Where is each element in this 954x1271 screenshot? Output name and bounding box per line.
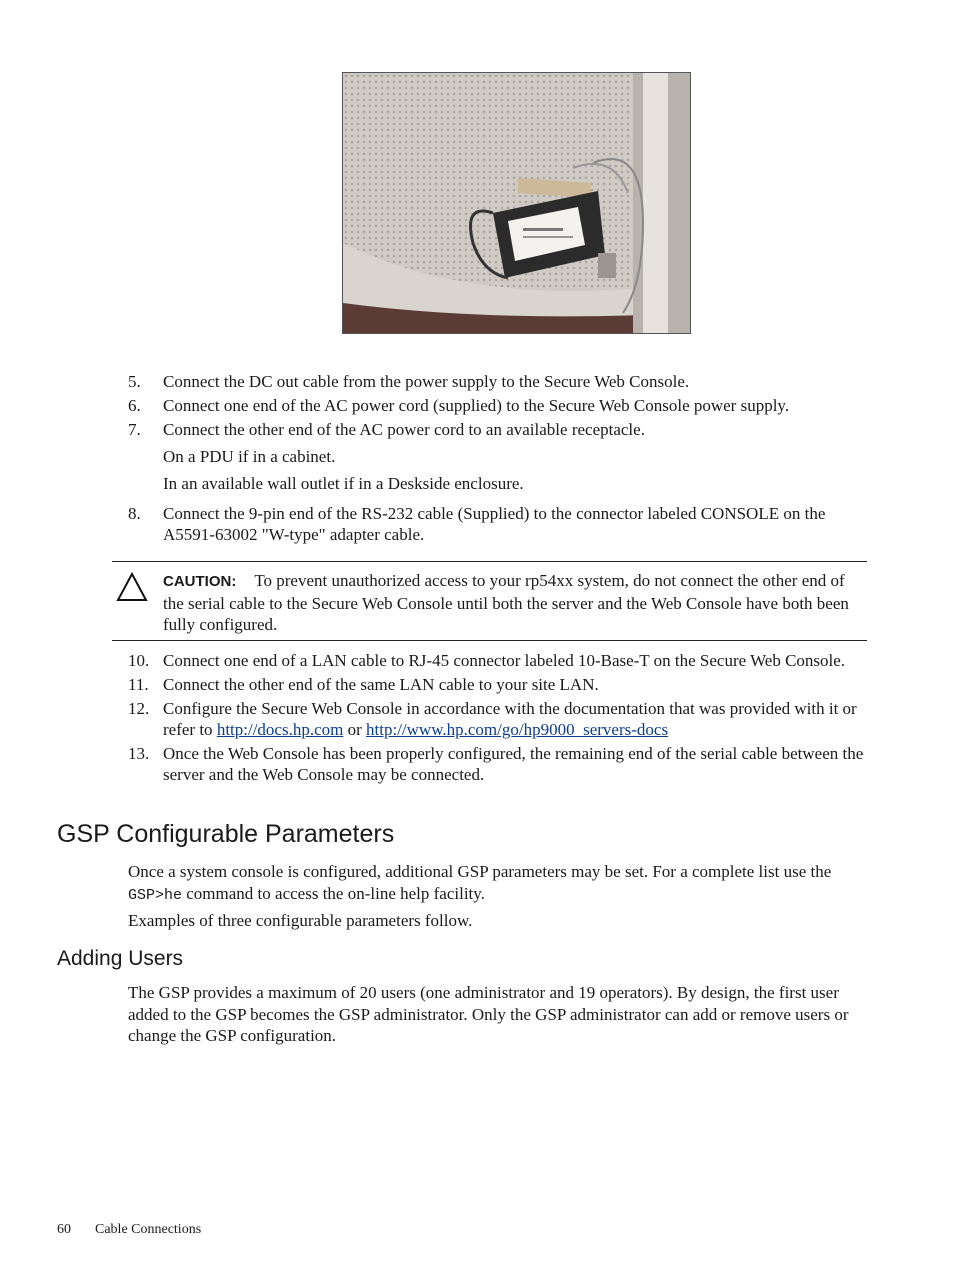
list-item <box>128 503 868 545</box>
step-number: 13. <box>128 744 150 763</box>
list-item <box>128 698 868 740</box>
step-sub-text: On a PDU if in a cabinet. <box>163 447 336 466</box>
step-number: 10. <box>128 651 150 670</box>
caution-box <box>112 561 867 641</box>
caution-label: CAUTION: <box>163 573 237 590</box>
section-paragraph: Examples of three configurable parameters follow. <box>128 911 473 930</box>
page-footer <box>57 1222 201 1238</box>
step-number: 8. <box>128 504 141 523</box>
step-text: or <box>343 720 367 739</box>
list-item <box>128 395 868 416</box>
step-text: Connect one end of the AC power cord (supplied) to the Secure Web Console power supply. <box>163 396 790 415</box>
step-number: 6. <box>128 396 141 415</box>
web-console-photo <box>342 72 691 334</box>
paragraph-text: command to access the on-line help facility. <box>182 883 485 903</box>
docs-link[interactable]: http://docs.hp.com <box>216 720 344 739</box>
step-text: Connect the other end of the same LAN cable to your site LAN. <box>163 675 599 694</box>
list-item <box>128 419 868 494</box>
step-text: Connect the other end of the AC power cord to an available receptacle. <box>163 420 645 439</box>
list-item <box>128 674 868 695</box>
subsection-heading: Adding Users <box>57 947 184 970</box>
step-text: Connect one end of a LAN cable to RJ-45 connector labeled 10-Base-T on the Secure Web Console. <box>163 651 846 670</box>
step-number: 7. <box>128 420 141 439</box>
chapter-title: Cable Connections <box>95 1222 202 1237</box>
step-text: Connect the DC out cable from the power supply to the Secure Web Console. <box>163 372 690 391</box>
caution-body: To prevent unauthorized access to your rp54xx system, do not connect the other end of the serial cable to the Secure Web Console until both the server and the Web Console have both been fully configured. <box>163 571 849 634</box>
list-item <box>128 743 868 785</box>
steps-list-a <box>128 371 868 548</box>
section-paragraph <box>128 861 870 906</box>
warning-triangle-icon <box>116 572 148 602</box>
step-sub-text: In an available wall outlet if in a Deskside enclosure. <box>163 474 524 493</box>
list-item <box>128 650 868 671</box>
paragraph-text: Once a system console is configured, additional GSP parameters may be set. For a complete list use the <box>128 862 832 881</box>
step-text: Connect the 9-pin end of the RS-232 cable (Supplied) to the connector labeled CONSOLE on the A5591-63002 "W-type" adapter cable. <box>163 504 826 544</box>
inline-code: GSP>he <box>128 886 183 904</box>
step-number: 12. <box>128 699 150 718</box>
step-number: 11. <box>128 675 149 694</box>
section-heading: GSP Configurable Parameters <box>57 820 395 848</box>
caution-text <box>163 570 863 636</box>
step-number: 5. <box>128 372 141 391</box>
step-text: Configure the Secure Web Console in accordance with the documentation that was provided with it or refer to <box>163 699 857 739</box>
subsection-paragraph: The GSP provides a maximum of 20 users (one administrator and 19 operators). By design, the first user added to the GSP becomes the GSP administrator. Only the GSP administrator can add or remove users or change the GSP configuration. <box>128 983 849 1045</box>
servers-docs-link[interactable]: http://www.hp.com/go/hp9000_servers-docs <box>366 720 669 739</box>
page-number: 60 <box>57 1222 71 1237</box>
steps-list-b <box>128 650 868 788</box>
step-text: Once the Web Console has been properly configured, the remaining end of the serial cable between the server and the Web Console may be connected. <box>163 744 864 784</box>
list-item <box>128 371 868 392</box>
